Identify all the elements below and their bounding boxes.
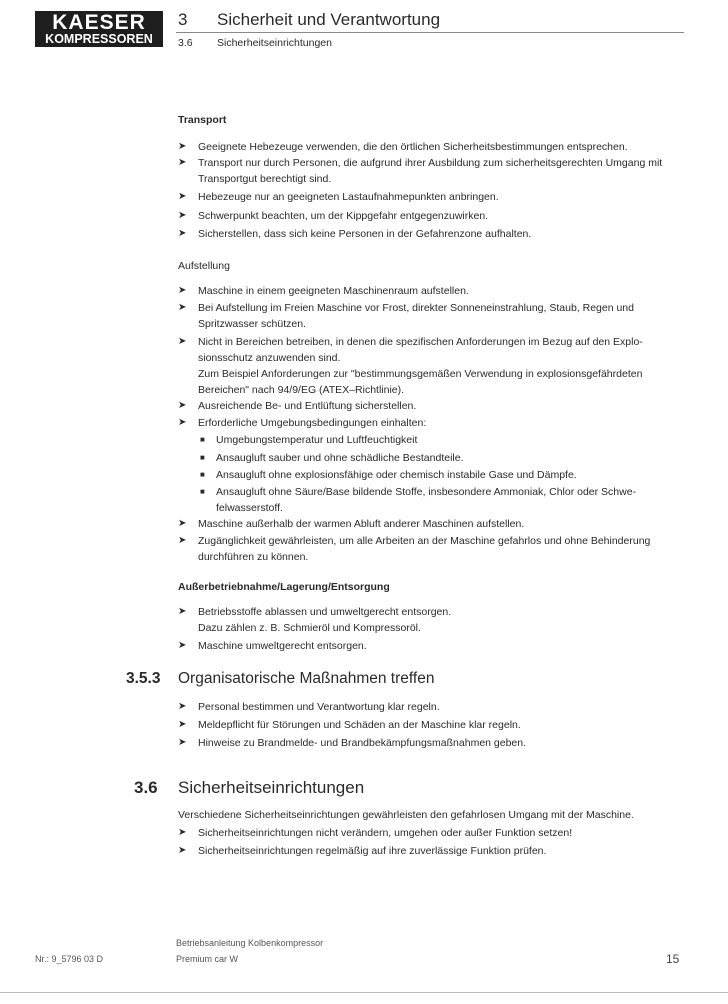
aufstellung-item: Nicht in Bereichen betreiben, in denen die spezifischen Anforderungen im Bezug auf den Explo-sionsschutz anzuwenden sind. xyxy=(198,336,643,364)
header-section-number: 3.6 xyxy=(178,37,193,49)
section-353-item: Hinweise zu Brandmelde- und Brandbekämpfungsmaßnahmen geben. xyxy=(198,737,527,749)
chapter-title: Sicherheit und Verantwortung xyxy=(217,10,441,29)
bullet-arrow-icon: ➤ xyxy=(178,417,187,428)
section-36-title: Sicherheitseinrichtungen xyxy=(178,778,365,797)
section-353-number: 3.5.3 xyxy=(126,670,161,687)
bullet-square-icon: ■ xyxy=(200,470,205,479)
entsorgung-item-note: Dazu zählen z. B. Schmieröl und Kompressoröl. xyxy=(198,622,421,634)
aufstellung-item: Maschine außerhalb der warmen Abluft anderer Maschinen aufstellen. xyxy=(198,518,525,530)
model-name: Premium car W xyxy=(176,954,239,964)
header-divider xyxy=(176,32,684,33)
bullet-arrow-icon: ➤ xyxy=(178,302,187,313)
aufstellung-item: Maschine in einem geeigneten Maschinenraum aufstellen. xyxy=(198,285,469,297)
aufstellung-item: Erforderliche Umgebungsbedingungen einhalten: xyxy=(198,417,427,429)
bullet-arrow-icon: ➤ xyxy=(178,719,187,730)
bullet-arrow-icon: ➤ xyxy=(178,845,187,856)
bullet-arrow-icon: ➤ xyxy=(178,518,187,529)
page-bottom-edge xyxy=(0,992,728,993)
bullet-arrow-icon: ➤ xyxy=(178,737,187,748)
page-number: 15 xyxy=(666,952,680,966)
bullet-arrow-icon: ➤ xyxy=(178,210,187,221)
bullet-square-icon: ■ xyxy=(200,453,205,462)
bullet-arrow-icon: ➤ xyxy=(178,400,187,411)
transport-heading: Transport xyxy=(178,114,227,126)
doc-number: Nr.: 9_5796 03 D xyxy=(35,954,104,964)
aufstellung-item: Bei Aufstellung im Freien Maschine vor Frost, direkter Sonneneinstrahlung, Staub, Regen und Spritzwasser schützen. xyxy=(198,302,634,330)
transport-item: Sicherstellen, dass sich keine Personen in der Gefahrenzone aufhalten. xyxy=(198,228,532,240)
entsorgung-heading: Außerbetriebnahme/Lagerung/Entsorgung xyxy=(178,581,390,593)
transport-item: Hebezeuge nur an geeigneten Lastaufnahmepunkten anbringen. xyxy=(198,191,499,203)
section-353-item: Personal bestimmen und Verantwortung klar regeln. xyxy=(198,701,440,713)
kaeser-logo xyxy=(35,11,163,47)
chapter-number: 3 xyxy=(178,10,188,29)
transport-item: Geeignete Hebezeuge verwenden, die den örtlichen Sicherheitsbestimmungen entsprechen. xyxy=(198,141,628,153)
section-36-item: Sicherheitseinrichtungen nicht verändern, umgehen oder außer Funktion setzen! xyxy=(198,827,573,839)
aufstellung-subitem: Ansaugluft ohne Säure/Base bildende Stoffe, insbesondere Ammoniak, Chlor oder Schwe-felwasserstoff. xyxy=(216,486,637,514)
bullet-arrow-icon: ➤ xyxy=(178,640,187,651)
bullet-arrow-icon: ➤ xyxy=(178,228,187,239)
aufstellung-item: Ausreichende Be- und Entlüftung sicherstellen. xyxy=(198,400,417,412)
bullet-arrow-icon: ➤ xyxy=(178,701,187,712)
bullet-arrow-icon: ➤ xyxy=(178,157,187,168)
aufstellung-subitem: Umgebungstemperatur und Luftfeuchtigkeit xyxy=(216,434,418,446)
bullet-square-icon: ■ xyxy=(200,487,205,496)
aufstellung-subitem: Ansaugluft sauber und ohne schädliche Bestandteile. xyxy=(216,452,464,464)
aufstellung-item-note: Zum Beispiel Anforderungen zur "bestimmungsgemäßen Verwendung in explosionsgefährdeten Bereichen" nach 94/9/EG (ATEX–Richtlinie). xyxy=(198,368,643,396)
section-36-number: 3.6 xyxy=(134,778,158,797)
entsorgung-item: Maschine umweltgerecht entsorgen. xyxy=(198,640,367,652)
bullet-arrow-icon: ➤ xyxy=(178,336,187,347)
aufstellung-heading: Aufstellung xyxy=(178,260,230,272)
transport-item: Transport nur durch Personen, die aufgrund ihrer Ausbildung zum sicherheitsgerechten Umgang mit Transportgut berechtigt sind. xyxy=(198,157,663,185)
logo-line2: KOMPRESSOREN xyxy=(45,32,153,46)
header-section-title: Sicherheitseinrichtungen xyxy=(217,37,332,49)
manual-title: Betriebsanleitung Kolbenkompressor xyxy=(176,938,324,948)
entsorgung-item: Betriebsstoffe ablassen und umweltgerecht entsorgen. xyxy=(198,606,452,618)
section-36-intro: Verschiedene Sicherheitseinrichtungen gewährleisten den gefahrlosen Umgang mit der Maschine. xyxy=(178,809,634,821)
logo-line1: KAESER xyxy=(52,11,146,34)
bullet-arrow-icon: ➤ xyxy=(178,191,187,202)
bullet-arrow-icon: ➤ xyxy=(178,535,187,546)
section-353-item: Meldepflicht für Störungen und Schäden an der Maschine klar regeln. xyxy=(198,719,521,731)
bullet-arrow-icon: ➤ xyxy=(178,827,187,838)
bullet-arrow-icon: ➤ xyxy=(178,285,187,296)
section-36-item: Sicherheitseinrichtungen regelmäßig auf ihre zuverlässige Funktion prüfen. xyxy=(198,845,547,857)
aufstellung-item: Zugänglichkeit gewährleisten, um alle Arbeiten an der Maschine gefahrlos und ohne Behinderung durchführen zu können. xyxy=(198,535,651,563)
section-353-title: Organisatorische Maßnahmen treffen xyxy=(178,670,435,687)
bullet-square-icon: ■ xyxy=(200,435,205,444)
bullet-arrow-icon: ➤ xyxy=(178,606,187,617)
bullet-arrow-icon: ➤ xyxy=(178,141,187,152)
transport-item: Schwerpunkt beachten, um der Kippgefahr entgegenzuwirken. xyxy=(198,210,489,222)
aufstellung-subitem: Ansaugluft ohne explosionsfähige oder chemisch instabile Gase und Dämpfe. xyxy=(216,469,577,481)
